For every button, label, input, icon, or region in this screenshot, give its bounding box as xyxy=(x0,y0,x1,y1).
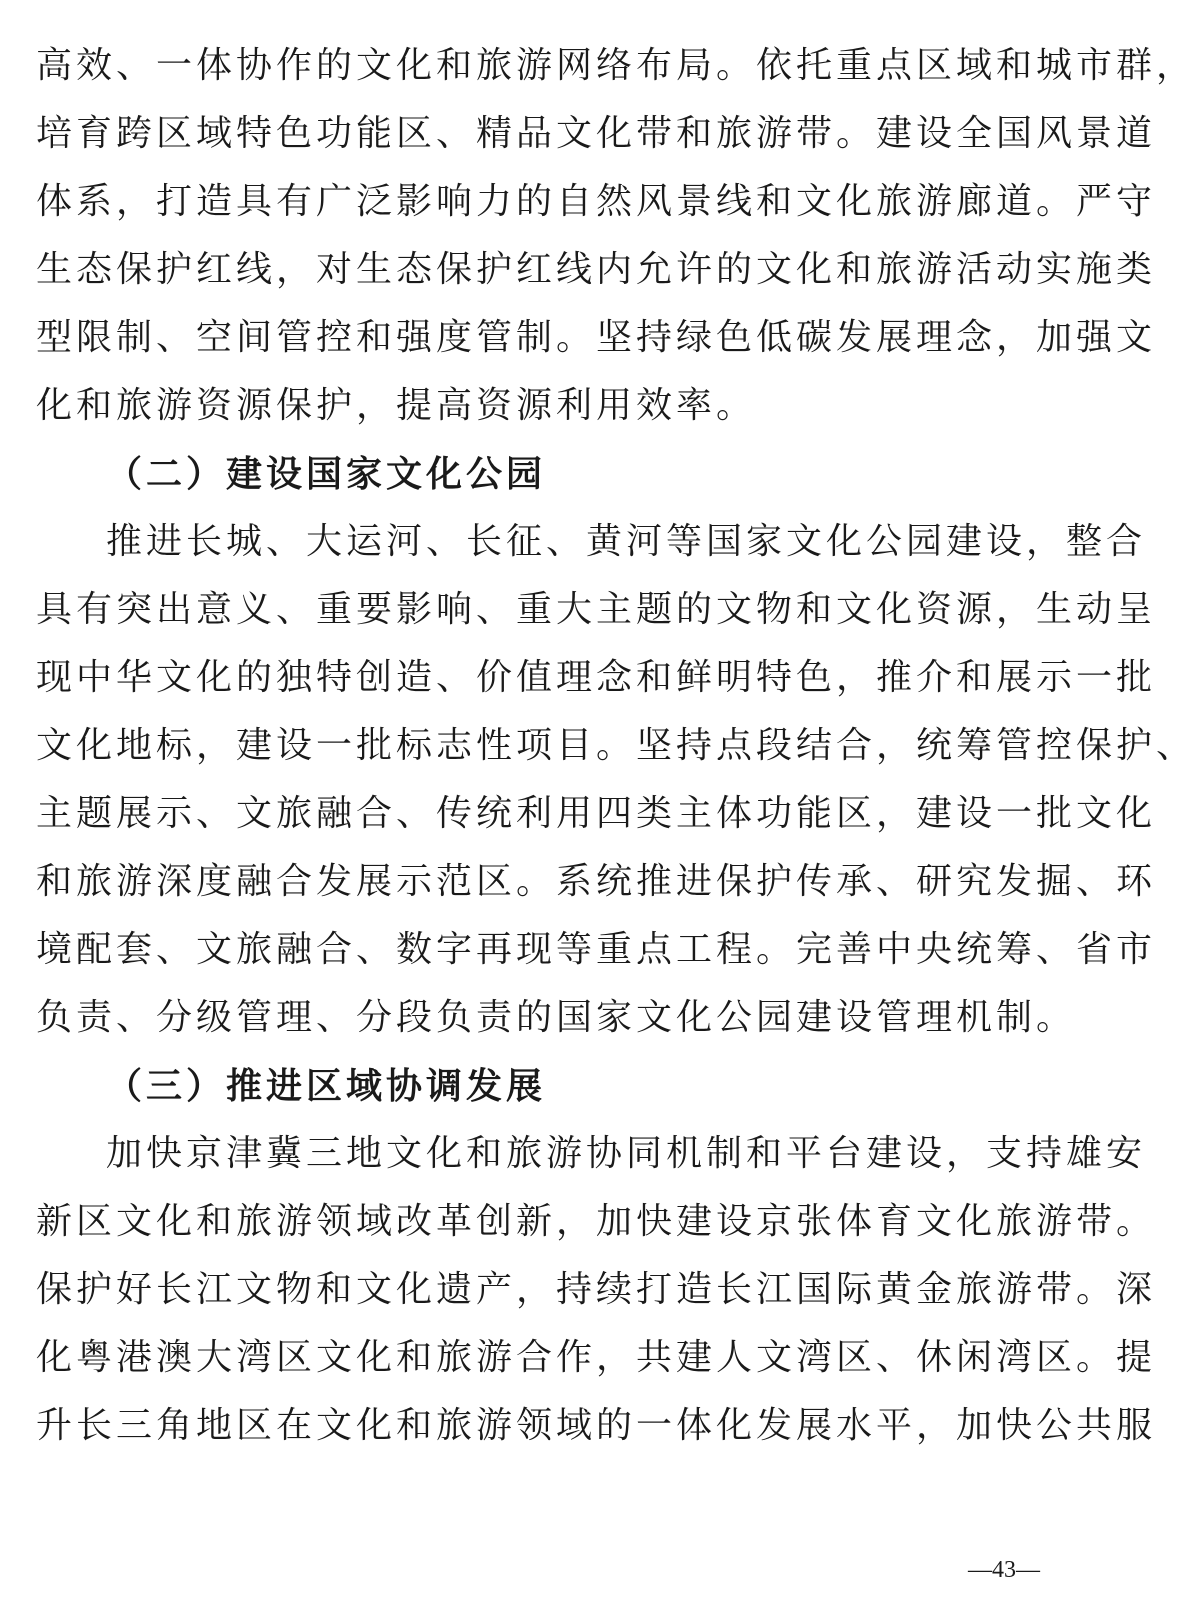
body-text-line: 体系，打造具有广泛影响力的自然风景线和文化旅游廊道。严守 xyxy=(36,181,1157,222)
body-text-line: 生态保护红线，对生态保护红线内允许的文化和旅游活动实施类 xyxy=(36,249,1157,290)
body-text-line: 保护好长江文物和文化遗产，持续打造长江国际黄金旅游带。深 xyxy=(36,1269,1157,1310)
paragraph-first-line: 推进长城、大运河、长征、黄河等国家文化公园建设，整合 xyxy=(106,521,1147,562)
body-text-line: 化粤港澳大湾区文化和旅游合作，共建人文湾区、休闲湾区。提 xyxy=(36,1337,1157,1378)
paragraph-first-line: 加快京津冀三地文化和旅游协同机制和平台建设，支持雄安 xyxy=(106,1133,1147,1174)
body-text-line: 升长三角地区在文化和旅游领域的一体化发展水平，加快公共服 xyxy=(36,1405,1157,1446)
section-heading: （三）推进区域协调发展 xyxy=(106,1065,547,1107)
body-text-line: 文化地标，建设一批标志性项目。坚持点段结合，统筹管控保护、 xyxy=(36,725,1196,766)
body-text-line: 现中华文化的独特创造、价值理念和鲜明特色，推介和展示一批 xyxy=(36,657,1157,698)
body-text-line: 境配套、文旅融合、数字再现等重点工程。完善中央统筹、省市 xyxy=(36,929,1157,970)
body-text-line: 负责、分级管理、分段负责的国家文化公园建设管理机制。 xyxy=(36,997,1077,1038)
section-heading: （二）建设国家文化公园 xyxy=(106,453,547,495)
body-text-line: 主题展示、文旅融合、传统利用四类主体功能区，建设一批文化 xyxy=(36,793,1157,834)
body-text-line: 高效、一体协作的文化和旅游网络布局。依托重点区域和城市群， xyxy=(36,45,1196,86)
body-text-line: 培育跨区域特色功能区、精品文化带和旅游带。建设全国风景道 xyxy=(36,113,1157,154)
body-text-line: 和旅游深度融合发展示范区。系统推进保护传承、研究发掘、环 xyxy=(36,861,1157,902)
body-text-line: 化和旅游资源保护，提高资源利用效率。 xyxy=(36,385,757,426)
page-number: —43— xyxy=(968,1557,1040,1583)
body-text-line: 具有突出意义、重要影响、重大主题的文物和文化资源，生动呈 xyxy=(36,589,1157,630)
body-text-line: 型限制、空间管控和强度管制。坚持绿色低碳发展理念，加强文 xyxy=(36,317,1157,358)
body-text-line: 新区文化和旅游领域改革创新，加快建设京张体育文化旅游带。 xyxy=(36,1201,1157,1242)
